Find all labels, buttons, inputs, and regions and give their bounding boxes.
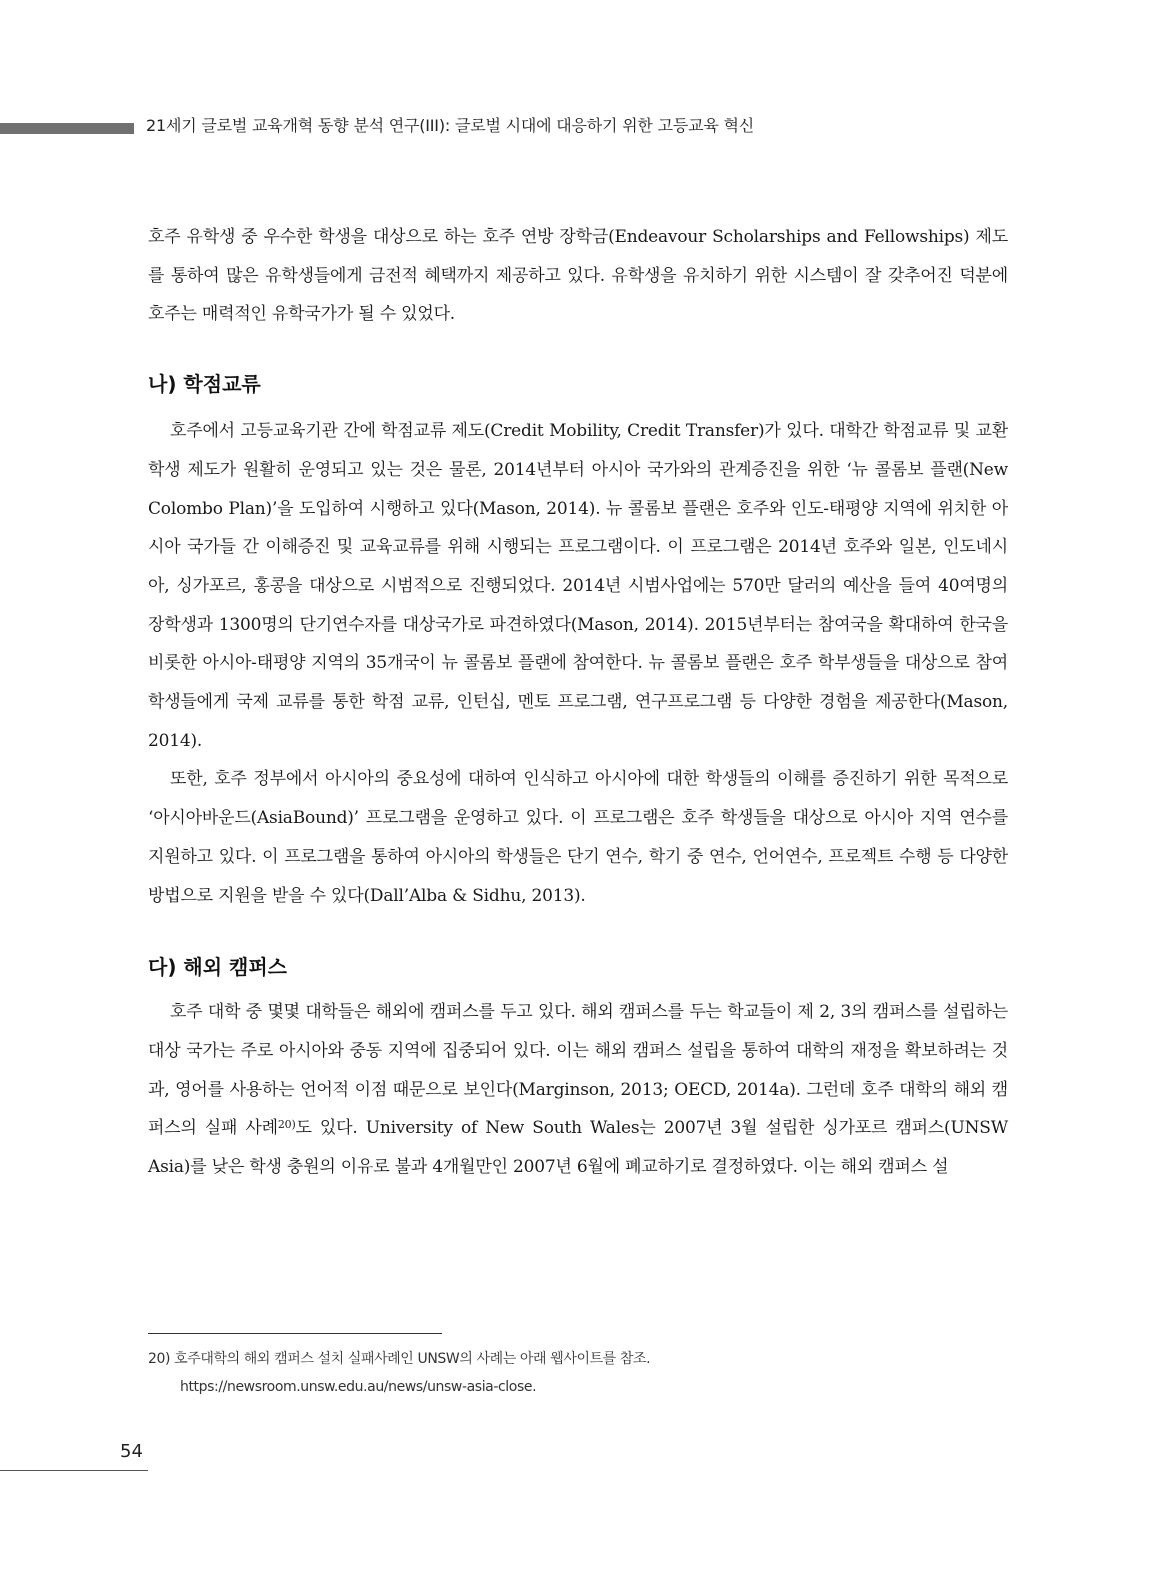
section-heading-overseas-campus: 다) 해외 캠퍼스 [148,955,287,980]
running-header: 21세기 글로벌 교육개혁 동향 분석 연구(III): 글로벌 시대에 대응하기 위한 고등교육 혁신 [146,116,754,135]
overseas-campus-paragraph [148,993,1008,1187]
footnote-divider [148,1333,442,1334]
page-number: 54 [120,1441,143,1462]
footer-line [0,1470,148,1471]
footnote-text: 20) 호주대학의 해외 캠퍼스 설치 실패사례인 UNSW의 사례는 아래 웹사이트를 참조. [148,1351,651,1367]
intro-paragraph: 호주 유학생 중 우수한 학생을 대상으로 하는 호주 연방 장학금(Endeavour Scholarships and Fellowships) 제도를 통하여 많은 유학생들에게 금전적 혜택까지 제공하고 있다. 유학생을 유치하기 위한 시스템이 잘 갖추어진 덕분에 호주는 매력적인 유학국가가 될 수 있었다. [148,227,1008,325]
section-heading-credit-exchange: 나) 학점교류 [148,372,261,397]
main-content [148,218,1008,1187]
credit-exchange-paragraph-1: 호주에서 고등교육기관 간에 학점교류 제도(Credit Mobility, Credit Transfer)가 있다. 대학간 학점교류 및 교환학생 제도가 원활히 운영되고 있는 것은 물론, 2014년부터 아시아 국가와의 관계증진을 위한 ‘뉴 콜롬보 플랜(New Colombo Plan)’을 도입하여 시행하고 있다(Mason, 2014). 뉴 콜롬보 플랜은 호주와 인도-태평양 지역에 위치한 아시아 국가들 간 이해증진 및 교육교류를 위해 시행되는 프로그램이다. 이 프로그램은 2014년 호주와 일본, 인도네시아, 싱가포르, 홍콩을 대상으로 시범적으로 진행되었다. 2014년 시범사업에는 570만 달러의 예산을 들여 40여명의 장학생과 1300명의 단기연수자를 대상국가로 파견하였다(Mason, 2014). 2015년부터는 참여국을 확대하여 한국을 비롯한 아시아-태평양 지역의 35개국이 뉴 콜롬보 플랜에 참여한다. 뉴 콜롬보 플랜은 호주 학부생들을 대상으로 참여 학생들에게 국제 교류를 통한 학점 교류, 인턴십, 멘토 프로그램, 연구프로그램 등 다양한 경험을 제공한다(Mason, 2014). [148,421,1008,751]
footnote-reference[interactable]: 20) [277,1118,296,1132]
overseas-campus-text-part-1: 호주 대학 중 몇몇 대학들은 해외에 캠퍼스를 두고 있다. 해외 캠퍼스를 두는 학교들이 제 2, 3의 캠퍼스를 설립하는 대상 국가는 주로 아시아와 중동 지역에 집중되어 있다. 이는 해외 캠퍼스 설립을 통하여 대학의 재정을 확보하려는 것과, 영어를 사용하는 언어적 이점 때문으로 보인다(Marginson, 2013; OECD, 2014a). 그런데 호주 대학의 해외 캠퍼스의 실패 사례 [148,1002,1008,1139]
footnote-url[interactable]: https://newsroom.unsw.edu.au/news/unsw-asia-close. [180,1379,537,1395]
footnote [148,1345,1008,1401]
credit-exchange-paragraph-2: 또한, 호주 정부에서 아시아의 중요성에 대하여 인식하고 아시아에 대한 학생들의 이해를 증진하기 위한 목적으로 ‘아시아바운드(AsiaBound)’ 프로그램을 운영하고 있다. 이 프로그램은 호주 학생들을 대상으로 아시아 지역 연수를 지원하고 있다. 이 프로그램을 통하여 아시아의 학생들은 단기 연수, 학기 중 연수, 언어연수, 프로젝트 수행 등 다양한 방법으로 지원을 받을 수 있다(Dall’Alba & Sidhu, 2013). [148,769,1008,906]
overseas-campus-text-part-2: 도 있다. University of New South Wales는 2007년 3월 설립한 싱가포르 캠퍼스(UNSW Asia)를 낮은 학생 충원의 이유로 불과 4개월만인 2007년 6월에 폐교하기로 결정하였다. 이는 해외 캠퍼스 설 [148,1118,1008,1178]
header-bar [0,123,134,134]
